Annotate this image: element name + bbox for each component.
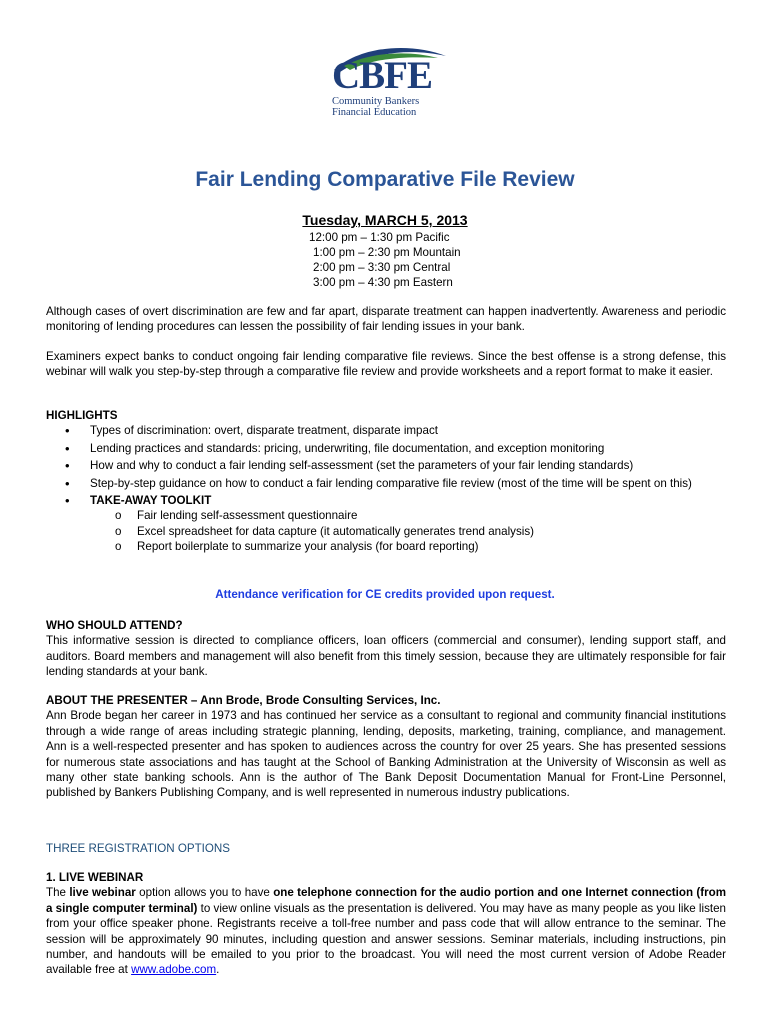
- who-section: [46, 618, 726, 680]
- presenter-section: [46, 693, 726, 801]
- presenter-text: Ann Brode began her career in 1973 and has continued her service as a consultant to regional and community financial institutions through a wide range of areas including strategic planning, lending, deposits, marketing, training, compliance, and management. Ann is a well-respected presenter and has spoken to audiences across the country for over 25 years. She has presented sessions for numerous state associations and has taught at the School of Banking Administration at the University of Wisconsin as well as many other state banking schools. Ann is the author of The Bank Deposit Documentation Manual for Front-Line Personnel, published by Bankers Publishing Company, and is well represented in numerous industry publications.: [46, 709, 726, 800]
- text-run: to view online visuals as the presentation is delivered. You may have as many people as you like listen from your office speaker phone. Registrants receive a toll-free number and pass code that will allow entrance to the seminar. The session will be approximately 90 minutes, including question and answer sessions. Seminar materials, including instructions, pin number, and handouts will be emailed to you prior to the broadcast. You will need the most current version of Adobe Reader available free at: [46, 901, 726, 977]
- time-zones: [309, 230, 461, 290]
- event-date: Tuesday, MARCH 5, 2013: [302, 212, 468, 228]
- option1-heading: 1. LIVE WEBINAR: [46, 871, 144, 884]
- highlights-heading: HIGHLIGHTS: [46, 409, 118, 422]
- logo-tagline: [332, 96, 419, 118]
- registration-heading: THREE REGISTRATION OPTIONS: [46, 842, 231, 855]
- toolkit-item: [46, 493, 726, 555]
- cbfe-logo: [330, 44, 450, 120]
- time-central: 2:00 pm – 3:30 pm Central: [313, 261, 451, 274]
- logo-tagline-line1: Community Bankers: [332, 96, 420, 107]
- option1-text: [46, 885, 726, 977]
- adobe-link[interactable]: www.adobe.com: [131, 963, 217, 977]
- attendance-note: Attendance verification for CE credits provided upon request.: [215, 588, 555, 601]
- highlights-section: [46, 408, 726, 555]
- who-text: This informative session is directed to compliance officers, loan officers (commercial and consumer), lending support staff, and auditors. Board members and management will also benefit from this timely session, because they are ultimately responsible for fair lending standards at your bank.: [46, 634, 726, 679]
- highlights-list: [46, 423, 726, 554]
- intro-paragraph-1: Although cases of overt discrimination are few and far apart, disparate treatment can happen inadvertently. Awareness and periodic monitoring of lending procedures can lessen the possibility of fair lending issues in your bank.: [46, 305, 726, 334]
- presenter-heading: ABOUT THE PRESENTER – Ann Brode, Brode Consulting Services, Inc.: [46, 694, 441, 707]
- text-run: .: [216, 963, 220, 977]
- text-run-bold: one telephone connection for the audio portion and one Internet connection (from a single computer terminal): [46, 886, 727, 915]
- toolkit-list: [90, 508, 726, 554]
- list-item: • Lending practices and standards: pricing, underwriting, file documentation, and exception monitoring: [46, 441, 726, 456]
- toolkit-label: TAKE-AWAY TOOLKIT: [90, 494, 212, 508]
- text-run: The: [46, 886, 70, 900]
- time-eastern: 3:00 pm – 4:30 pm Eastern: [313, 276, 453, 289]
- time-mountain: 1:00 pm – 2:30 pm Mountain: [313, 246, 461, 259]
- list-item: o Report boilerplate to summarize your analysis (for board reporting): [90, 539, 726, 554]
- list-item: • Types of discrimination: overt, disparate treatment, disparate impact: [46, 423, 726, 438]
- list-item: • Step-by-step guidance on how to conduct a fair lending comparative file review (most of the time will be spent on this): [46, 476, 726, 491]
- who-heading: WHO SHOULD ATTEND?: [46, 619, 183, 632]
- intro-paragraph-2: Examiners expect banks to conduct ongoing fair lending comparative file reviews. Since the best offense is a strong defense, this webinar will walk you step-by-step through a comparative file review and provide worksheets and a report format to make it easier.: [46, 350, 726, 379]
- text-run: option allows you to have: [135, 886, 274, 900]
- list-item: • How and why to conduct a fair lending self-assessment (set the parameters of your fair lending standards): [46, 458, 726, 473]
- text-run-bold: live webinar: [69, 886, 136, 900]
- logo-acronym: CBFE: [332, 54, 433, 97]
- list-item: o Fair lending self-assessment questionnaire: [90, 508, 726, 523]
- logo-tagline-line2: Financial Education: [332, 107, 417, 118]
- list-item: o Excel spreadsheet for data capture (it automatically generates trend analysis): [90, 524, 726, 539]
- live-webinar-section: [46, 870, 726, 978]
- page-title: Fair Lending Comparative File Review: [195, 168, 575, 191]
- time-pacific: 12:00 pm – 1:30 pm Pacific: [309, 231, 450, 244]
